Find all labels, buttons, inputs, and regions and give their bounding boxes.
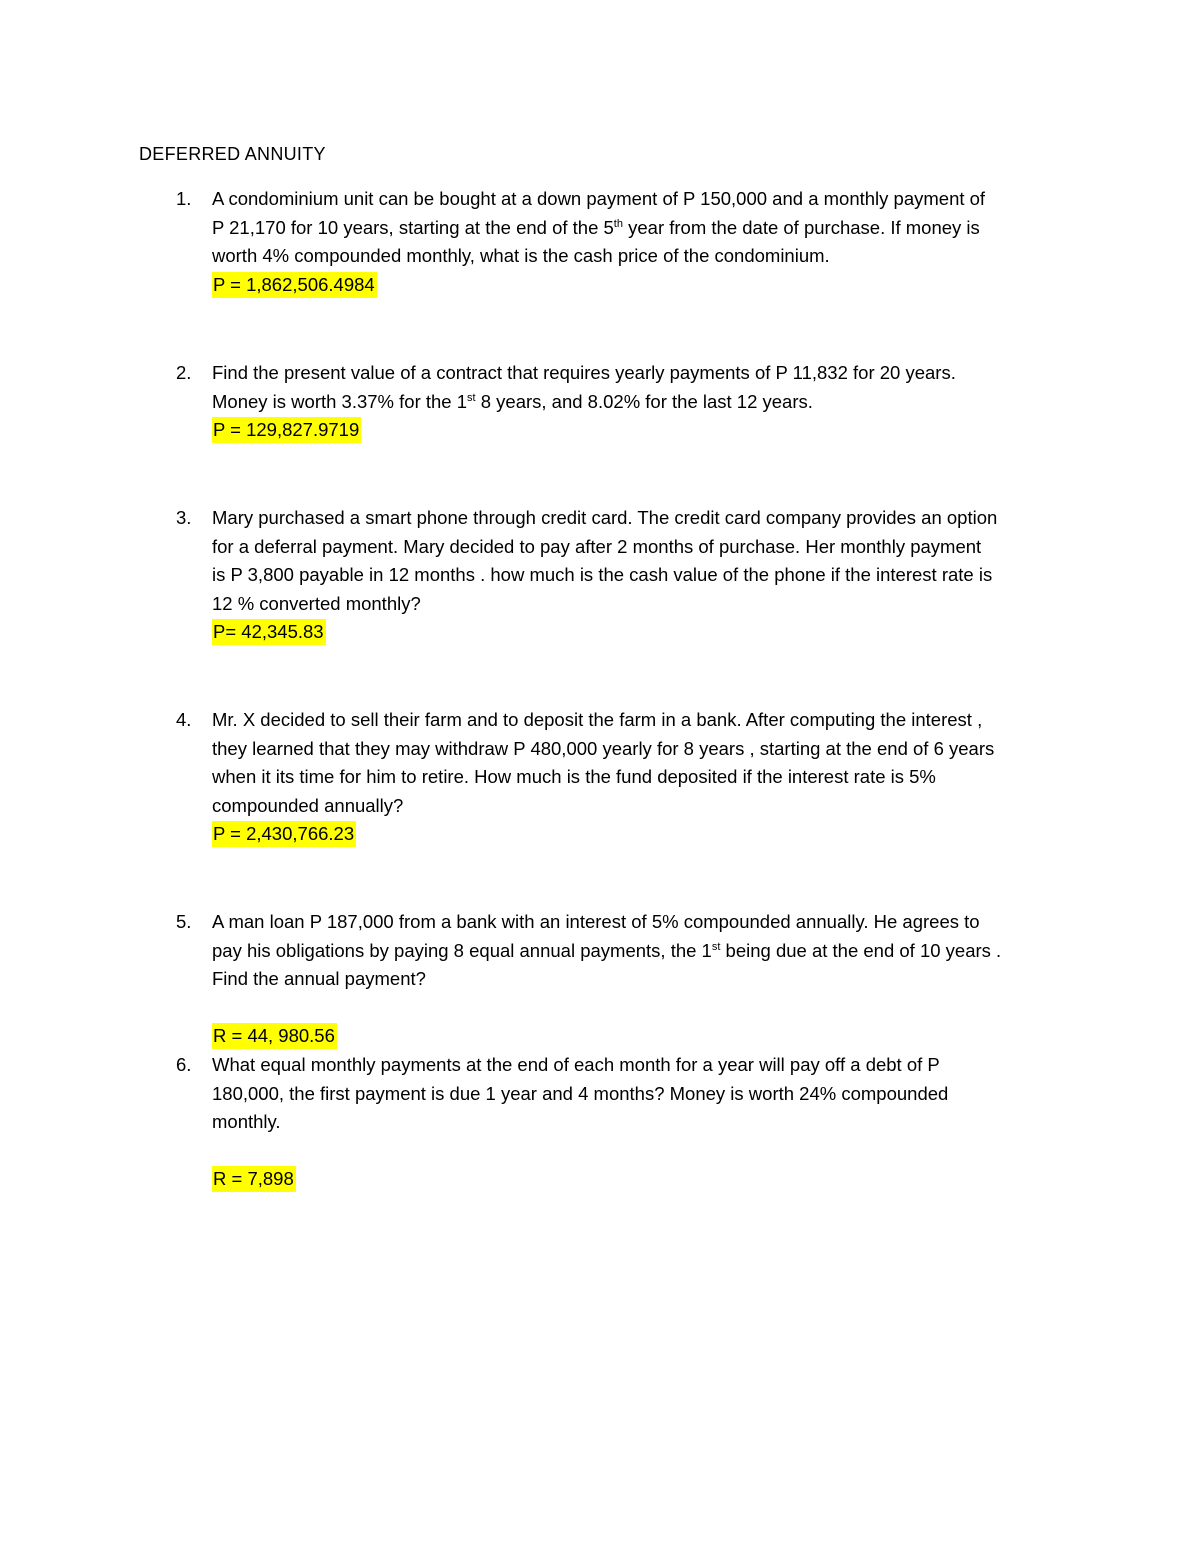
document-title: DEFERRED ANNUITY xyxy=(139,144,326,164)
question-3 xyxy=(176,504,1076,647)
answer-highlight: P = 129,827.9719 xyxy=(212,417,361,443)
question-text-line: 180,000, the first payment is due 1 year and 4 months? Money is worth 24% compounded xyxy=(212,1082,949,1104)
answer-highlight: P = 1,862,506.4984 xyxy=(212,272,377,298)
question-text-line: worth 4% compounded monthly, what is the cash price of the condominium. xyxy=(212,245,830,266)
question-text-line: they learned that they may withdraw P 480,000 yearly for 8 years , starting at the end of 6 years xyxy=(212,737,995,759)
question-text-line: 12 % converted monthly? xyxy=(212,592,421,614)
question-text-segment: 8 years, and 8.02% for the last 12 years. xyxy=(475,390,813,412)
answer-highlight: P = 2,430,766.23 xyxy=(212,821,356,847)
answer-highlight: R = 7,898 xyxy=(212,1166,296,1192)
answer-highlight: P= 42,345.83 xyxy=(212,619,326,645)
question-text-line: compounded annually? xyxy=(212,794,404,816)
question-text-line xyxy=(212,937,1076,966)
question-text-line: monthly. xyxy=(212,1111,281,1132)
question-number: 4. xyxy=(176,709,192,730)
ordinal-suffix: st xyxy=(467,391,476,404)
question-text-line: Find the present value of a contract that requires yearly payments of P 11,832 for 20 years. xyxy=(212,362,956,383)
ordinal-suffix: th xyxy=(613,217,623,230)
question-1 xyxy=(176,185,1076,299)
question-text-segment: being due at the end of 10 years . xyxy=(720,939,1002,961)
question-number: 1. xyxy=(176,188,192,209)
question-number: 6. xyxy=(176,1054,192,1075)
question-text-segment: pay his obligations by paying 8 equal annual payments, the 1 xyxy=(212,939,712,961)
question-text-line: A condominium unit can be bought at a down payment of P 150,000 and a monthly payment of xyxy=(212,188,986,209)
question-text-line: is P 3,800 payable in 12 months . how much is the cash value of the phone if the interest rate is xyxy=(212,564,993,585)
ordinal-suffix: st xyxy=(711,940,721,953)
question-number: 3. xyxy=(176,507,192,528)
question-5 xyxy=(176,908,1076,1050)
question-4 xyxy=(176,706,1076,849)
question-text-line: Mr. X decided to sell their farm and to deposit the farm in a bank. After computing the interest , xyxy=(212,709,983,730)
question-text-line: Mary purchased a smart phone through credit card. The credit card company provides an option xyxy=(212,507,998,528)
answer-highlight: R = 44, 980.56 xyxy=(212,1023,337,1049)
question-text-segment: year from the date of purchase. If money is xyxy=(622,216,980,238)
question-text-line: when it its time for him to retire. How much is the fund deposited if the interest rate is 5% xyxy=(212,766,936,787)
question-text-segment: Money is worth 3.37% for the 1 xyxy=(212,390,468,412)
question-text-line: Find the annual payment? xyxy=(212,968,426,989)
question-text-line: A man loan P 187,000 from a bank with an interest of 5% compounded annually. He agrees to xyxy=(212,911,980,932)
question-text-segment: P 21,170 for 10 years, starting at the end of the 5 xyxy=(212,216,614,238)
question-number: 2. xyxy=(176,362,192,383)
question-number: 5. xyxy=(176,911,192,932)
question-2 xyxy=(176,359,1076,445)
question-text-line xyxy=(212,388,1076,417)
question-text-line: for a deferral payment. Mary decided to pay after 2 months of purchase. Her monthly payment xyxy=(212,535,982,557)
question-text-line: What equal monthly payments at the end of each month for a year will pay off a debt of P xyxy=(212,1054,940,1075)
question-text-line xyxy=(212,214,1076,243)
question-6 xyxy=(176,1051,1076,1193)
